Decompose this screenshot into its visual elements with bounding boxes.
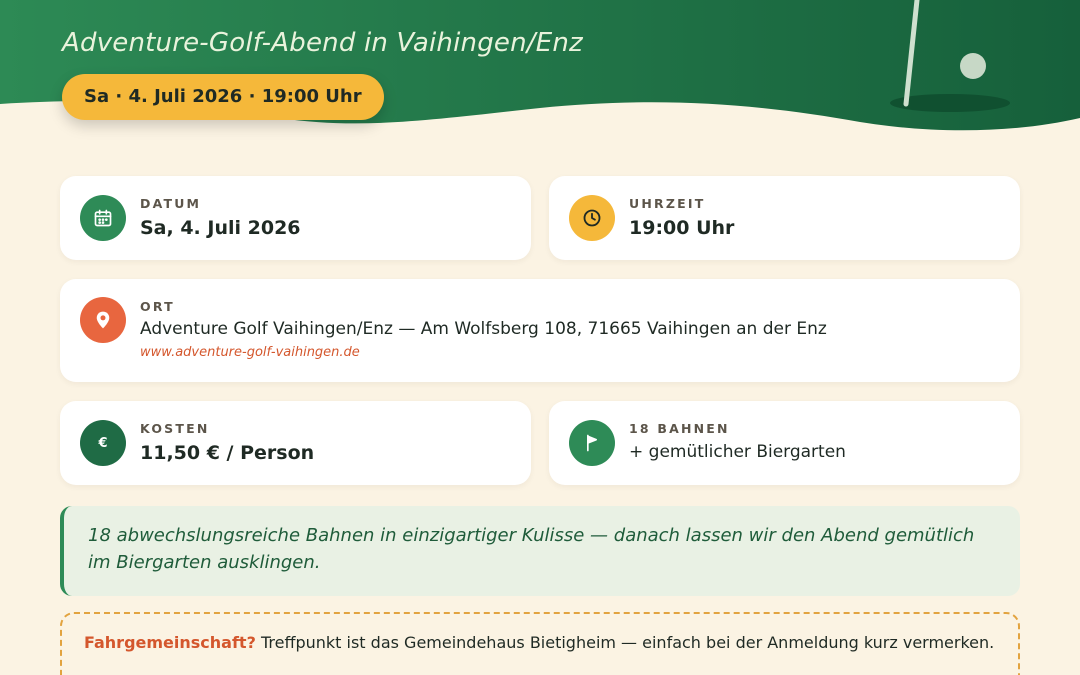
calendar-icon [80, 195, 126, 241]
bahnen-value: + gemütlicher Biergarten [629, 442, 846, 462]
euro-icon: € [80, 420, 126, 466]
card-ort [60, 279, 1020, 382]
card-datum [60, 176, 531, 260]
uhrzeit-value: 19:00 Uhr [629, 217, 735, 239]
card-kosten [60, 401, 531, 485]
clock-icon [569, 195, 615, 241]
note-text [84, 630, 996, 655]
datum-label: DATUM [140, 196, 202, 211]
datum-value: Sa, 4. Juli 2026 [140, 217, 301, 239]
description-quote [60, 506, 1020, 596]
note-body: Treffpunkt ist das Gemeindehaus Bietigheim — einfach bei der Anmeldung kurz vermerken. [255, 633, 995, 652]
note-highlight: Fahrgemeinschaft? [84, 633, 256, 652]
location-pin-icon [80, 297, 126, 343]
date-pill: Sa · 4. Juli 2026 · 19:00 Uhr [62, 74, 384, 120]
uhrzeit-label: UHRZEIT [629, 196, 706, 211]
card-bahnen [549, 401, 1020, 485]
hero-banner [0, 0, 1080, 135]
carpool-note [60, 612, 1020, 675]
card-uhrzeit [549, 176, 1020, 260]
golf-ball-icon [960, 53, 986, 79]
kosten-label: KOSTEN [140, 421, 210, 436]
ort-value: Adventure Golf Vaihingen/Enz — Am Wolfsberg 108, 71665 Vaihingen an der Enz [140, 319, 827, 339]
quote-text: 18 abwechslungsreiche Bahnen in einzigartiger Kulisse — danach lassen wir den Abend gemütlich im Biergarten ausklingen. [88, 525, 975, 573]
bahnen-label: 18 BAHNEN [629, 421, 730, 436]
flag-icon [569, 420, 615, 466]
ort-label: ORT [140, 299, 175, 314]
website-link[interactable]: www.adventure-golf-vaihingen.de [140, 345, 360, 360]
event-subtitle: Adventure-Golf-Abend in Vaihingen/Enz [62, 28, 583, 58]
kosten-value: 11,50 € / Person [140, 442, 315, 464]
